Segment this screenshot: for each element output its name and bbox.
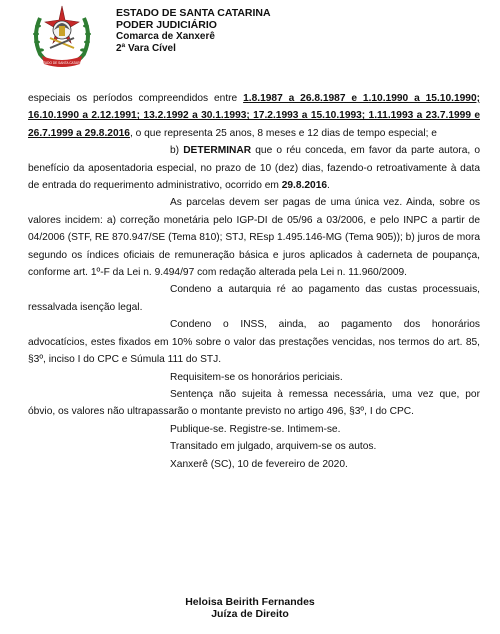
paragraph-parcelas: As parcelas devem ser pagas de uma única vez. Ainda, sobre os valores incidem: a) correção monetária pelo IGP-DI de 05/96 a 03/2006, e pelo INPC a partir de 04/2006 (STF, RE 870.947/SE (Tema 810); STJ, REsp 1.495.146-MG (Tema 905)); b) juros de mora segundo os índices oficiais de remuneração básica e juros aplicados à caderneta de poupança, conforme art. 1º-F da Lei n. 9.494/97 com redação alterada pela Lei n. 11.960/2009. bbox=[28, 197, 480, 279]
header-line-judiciary: PODER JUDICIÁRIO bbox=[116, 19, 217, 31]
paragraph-date-place: Xanxerê (SC), 10 de fevereiro de 2020. bbox=[170, 458, 348, 470]
paragraph-honorarios: Condeno o INSS, ainda, ao pagamento dos honorários advocatícios, estes fixados em 10% sobre o valor das prestações vencidas, nos termos do art. 85, §3º, inciso I do CPC e Súmula 111 do STJ. bbox=[28, 319, 480, 366]
header-line-court: 2ª Vara Cível bbox=[116, 43, 176, 54]
paragraph-custas: Condeno a autarquia ré ao pagamento das custas processuais, ressalvada isenção legal. bbox=[28, 284, 480, 313]
paragraph-publique: Publique-se. Registre-se. Intimem-se. bbox=[170, 423, 341, 435]
header-line-state: ESTADO DE SANTA CATARINA bbox=[116, 7, 271, 19]
paragraph-remessa: Sentença não sujeita à remessa necessária, uma vez que, por óbvio, os valores não ultrapassarão o montante previsto no artigo 496, §3º, I do CPC. bbox=[28, 388, 480, 418]
paragraph-determinar: b) DETERMINAR que o réu conceda, em favor da parte autora, o benefício da aposentadoria especial, no prazo de 10 (dez) dias, fazendo-o retroativamente à data de entrada do requerimento administrativo, ocorrido em 29.8.2016. bbox=[28, 145, 480, 192]
coat-of-arms-icon bbox=[30, 4, 94, 70]
crest-ribbon-text: ESTADO DE SANTA CATARINA bbox=[39, 61, 85, 65]
signature-block bbox=[0, 596, 500, 620]
periods-underlined: 1.8.1987 a 26.8.1987 e 1.10.1990 a 15.10.1990; 16.10.1990 a 2.12.1991; 13.2.1992 a 30.1.1993; 17.2.1993 a 15.10.1993; 1.11.1993 a 23.7.1999 e 26.7.1999 a 29.8.2016 bbox=[28, 93, 480, 139]
header-text bbox=[116, 7, 271, 55]
paragraph-transitado: Transitado em julgado, arquivem-se os autos. bbox=[170, 441, 377, 453]
benefit-date: 29.8.2016 bbox=[281, 180, 328, 192]
document-body bbox=[28, 90, 480, 473]
header-line-district: Comarca de Xanxerê bbox=[116, 31, 215, 42]
judge-name: Heloisa Beirith Fernandes bbox=[185, 596, 315, 608]
determinar-bold: DETERMINAR bbox=[183, 145, 252, 157]
judge-role: Juíza de Direito bbox=[211, 608, 289, 620]
paragraph-periods: especiais os períodos compreendidos entre 1.8.1987 a 26.8.1987 e 1.10.1990 a 15.10.1990; 16.10.1990 a 2.12.1991; 13.2.1992 a 30.1.1993; 17.2.1993 a 15.10.1993; 1.11.1993 a 23.7.1999 e 26.7.1999 a 29.8.2016, o que representa 25 anos, 8 meses e 12 dias de tempo especial; e bbox=[28, 93, 480, 139]
paragraph-periciais: Requisitem-se os honorários periciais. bbox=[170, 371, 343, 383]
